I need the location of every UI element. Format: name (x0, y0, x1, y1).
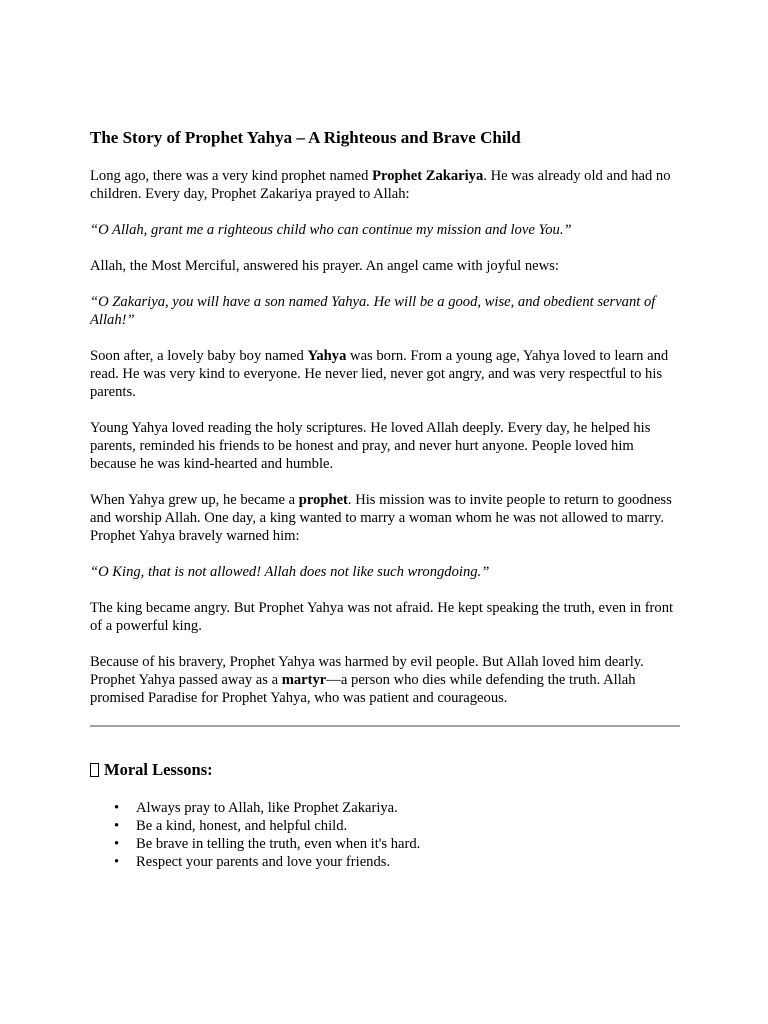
quote-zakariya-prayer: “O Allah, grant me a righteous child who can continue my mission and love You.” (90, 222, 572, 238)
bold-name-yahya: Yahya (307, 348, 347, 364)
text-segment: —a person who dies while defending the truth. Allah promised Paradise for Prophet Yahya, who was patient and courageous. (90, 672, 636, 706)
list-item: • Be brave in telling the truth, even when it's hard. (136, 835, 680, 853)
bold-word-martyr: martyr (281, 672, 327, 688)
text-segment: Soon after, a lovely baby boy named (90, 348, 308, 364)
moral-lessons-label: Moral Lessons: (104, 760, 213, 779)
paragraph-yahya-birth (90, 347, 680, 401)
document-body (90, 127, 680, 871)
text-segment: was born. From a young age, Yahya loved to learn and read. He was very kind to everyone. He never lied, never got angry, and was very respectful to his parents. (90, 348, 669, 400)
paragraph-prophet-mission (90, 491, 680, 545)
moral-lessons-heading (90, 759, 680, 781)
bold-name-zakariya: Prophet Zakariya (372, 168, 484, 184)
text-segment: Long ago, there was a very kind prophet named (90, 168, 373, 184)
missing-glyph-icon (90, 763, 99, 777)
paragraph-answer: Allah, the Most Merciful, answered his prayer. An angel came with joyful news: (90, 258, 559, 274)
paragraph-young-yahya: Young Yahya loved reading the holy scriptures. He loved Allah deeply. Every day, he helped his parents, reminded his friends to be honest and pray, and never hurt anyone. People loved him because he was kind-hearted and humble. (90, 420, 651, 472)
paragraph-zakariya-intro (90, 167, 680, 203)
list-item: • Be a kind, honest, and helpful child. (136, 817, 680, 835)
text-segment: When Yahya grew up, he became a (90, 492, 299, 508)
text-segment: Because of his bravery, Prophet Yahya was harmed by evil people. But Allah loved him dearly. Prophet Yahya passed away as a (90, 654, 644, 688)
horizontal-divider (90, 725, 680, 727)
list-item: • Respect your parents and love your friends. (136, 853, 680, 871)
bold-word-prophet: prophet (298, 492, 348, 508)
moral-lessons-list (90, 799, 680, 871)
text-segment: . He was already old and had no children. Every day, Prophet Zakariya prayed to Allah: (90, 168, 671, 202)
paragraph-king-angry: The king became angry. But Prophet Yahya was not afraid. He kept speaking the truth, even in front of a powerful king. (90, 600, 674, 634)
story-title: The Story of Prophet Yahya – A Righteous and Brave Child (90, 128, 521, 147)
list-item: • Always pray to Allah, like Prophet Zakariya. (136, 799, 680, 817)
quote-warning-king: “O King, that is not allowed! Allah does not like such wrongdoing.” (90, 564, 490, 580)
quote-angel-news: “O Zakariya, you will have a son named Yahya. He will be a good, wise, and obedient servant of Allah!” (90, 294, 656, 328)
paragraph-martyr (90, 653, 680, 707)
text-segment: . His mission was to invite people to return to goodness and worship Allah. One day, a king wanted to marry a woman whom he was not allowed to marry. Prophet Yahya bravely warned him: (90, 492, 672, 544)
